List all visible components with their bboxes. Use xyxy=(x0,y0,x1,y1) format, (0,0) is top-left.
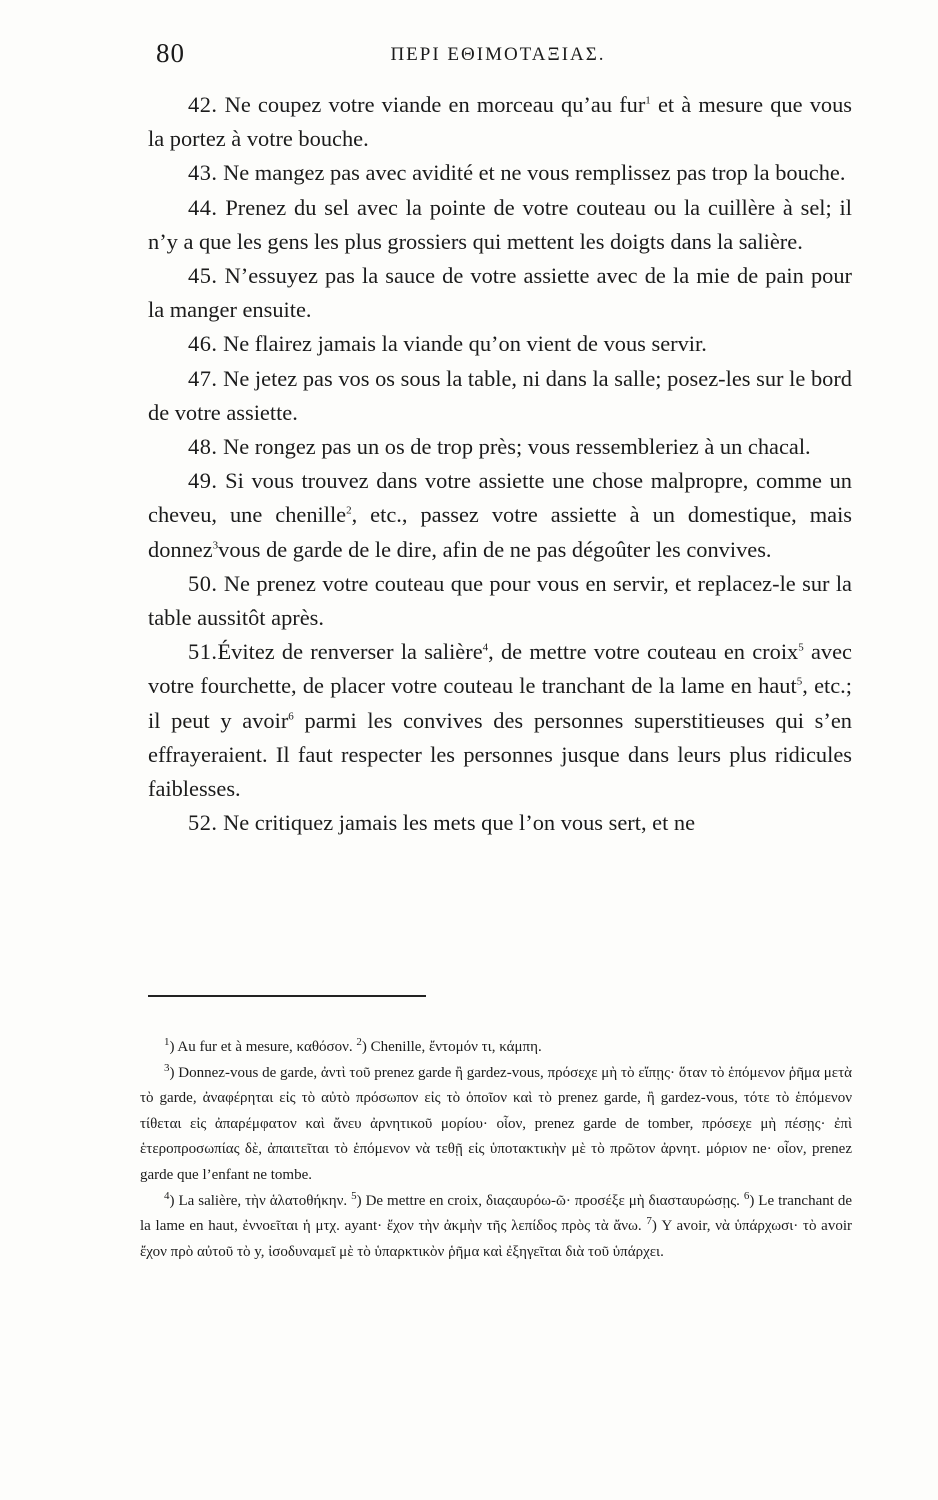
text-segment: Ne mangez pas avec avidité et ne vous remplissez pas trop la bouche. xyxy=(217,160,846,186)
footnote-marker: 2 xyxy=(356,1036,362,1048)
footnote-marker: 5 xyxy=(798,641,804,654)
text-segment: ) Chenille, ἔντομόν τι, κάμπη. xyxy=(361,1039,542,1055)
rule-number: 51. xyxy=(188,639,218,665)
rule-number: 43. xyxy=(188,160,218,186)
rule-item xyxy=(148,464,852,567)
footnote-marker: 1 xyxy=(164,1036,170,1048)
text-segment: Prenez du sel avec la pointe de votre couteau ou la cuillère à sel; il n’y a que les gens les plus grossiers qui mettent les doigts dans la salière. xyxy=(148,194,852,254)
footnote-marker: 2 xyxy=(346,504,352,517)
footnote-marker: 5 xyxy=(351,1189,357,1202)
rule-item xyxy=(148,327,852,361)
rule-item xyxy=(148,259,852,327)
footnote xyxy=(140,1035,852,1061)
rule-number: 45. xyxy=(188,263,218,289)
rule-number: 49. xyxy=(188,468,218,494)
footnote xyxy=(140,1061,852,1189)
rule-number: 42. xyxy=(188,92,218,117)
rule-number: 47. xyxy=(188,365,218,391)
footnote-marker: 5 xyxy=(796,675,803,688)
text-segment: ) Y avoir, νὰ ὑπάρχωσι· τὸ avoir ἔχον πρὸ αὐτοῦ τὸ y, ἰσοδυναμεῖ μὲ τὸ ὑπαρκτικὸν ῥῆμα καὶ ἐξηγεῖται διὰ τοῦ ὑπάρχει. xyxy=(140,1218,852,1260)
page-header xyxy=(148,38,848,78)
text-segment: vous de garde de le dire, afin de ne pas dégoûter les convives. xyxy=(218,536,772,562)
text-segment: , de mettre votre couteau en croix xyxy=(488,639,799,665)
text-segment: Ne flairez jamais la viande qu’on vient de vous servir. xyxy=(217,331,707,357)
text-segment: Ne prenez votre couteau que pour vous en servir, et replacez-le sur la table aussitôt après. xyxy=(148,570,852,631)
text-segment: Ne rongez pas un os de trop près; vous ressembleriez à un chacal. xyxy=(217,434,811,460)
rule-item xyxy=(148,156,852,190)
text-segment: ) De mettre en croix, διαςαυρόω-ῶ· προσέξε μὴ διασταυρώσῃς. xyxy=(356,1192,744,1209)
rule-number: 52. xyxy=(188,810,218,836)
text-segment: Ne critiquez jamais les mets que l’on vous sert, et ne xyxy=(217,810,696,836)
footnote-marker: 4 xyxy=(164,1189,170,1202)
footnote-marker: 6 xyxy=(288,710,294,723)
text-segment: avec votre fourchette, de placer votre couteau le tranchant de la lame en haut xyxy=(148,639,852,699)
rule-item xyxy=(148,430,852,464)
text-segment: N’essuyez pas la sauce de votre assiette avec de la mie de pain pour la manger ensuite. xyxy=(148,263,852,323)
main-text xyxy=(148,88,852,840)
footnotes xyxy=(140,1035,852,1265)
text-segment: , etc., passez votre assiette à un domestique, mais donnez xyxy=(148,502,852,562)
footnote-marker: 6 xyxy=(743,1189,750,1202)
footnote-marker: 1 xyxy=(645,94,651,107)
rule-number: 50. xyxy=(188,570,218,596)
text-segment: Ne jetez pas vos os sous la table, ni dans la salle; posez-les sur le bord de votre assiette. xyxy=(148,365,852,425)
text-segment: ) Au fur et à mesure, καθόσον. xyxy=(169,1039,357,1055)
text-segment: ) Donnez-vous de garde, ἀντὶ τοῦ prenez garde ἢ gardez-vous, πρόσεχε μὴ τὸ εἴπῃς· ὅταν τὸ ἑπόμενον ῥῆμα μετὰ τὸ garde, ἀναφέρηται εἰς τὸ αὐτὸ πρόσωπον εἰς τὸ ὁποῖον καὶ τὸ prenez garde, ἢ gardez-vous, τότε τὸ ἑπόμενον τίθεται εἰς ἀπαρέμφατον καὶ ἄνευ ἀρνητικοῦ μορίου· οἷον, prenez garde de tomber, πρόσεχε μὴ πέσῃς· ἐπὶ ἑτεροπροσωπίας δὲ, ἀπαιτεῖται τὸ ἑπόμενον νὰ τεθῇ εἰς ὑποτακτικὴν μὲ τὸ πρῶτον ἀρνητ. μόριον ne· οἷον, prenez garde que l’enfant ne tombe. xyxy=(140,1064,852,1183)
rule-number: 44. xyxy=(188,194,218,220)
text-segment: et à mesure que vous la portez à votre bouche. xyxy=(148,92,852,152)
rule-item xyxy=(148,88,852,156)
rule-item xyxy=(148,567,852,635)
footnote xyxy=(140,1189,852,1266)
footnote-rule xyxy=(148,995,426,997)
footnote-marker: 7 xyxy=(646,1215,652,1228)
text-segment: , etc.; il peut y avoir xyxy=(148,673,852,733)
text-segment: ) Le tranchant de la lame en haut, ἐννοεῖται ἡ μτχ. ayant· ἔχον τὴν ἀκμὴν τῆς λεπίδος πρὸς τὰ ἄνω. xyxy=(140,1192,853,1235)
text-segment: Évitez de renverser la salière xyxy=(217,639,483,665)
footnote-marker: 3 xyxy=(164,1061,170,1074)
rule-number: 48. xyxy=(188,434,218,460)
rule-number: 46. xyxy=(188,331,218,357)
text-segment: Ne coupez votre viande en morceau qu’au fur xyxy=(217,92,646,117)
text-segment: parmi les convives des personnes superstitieuses qui s’en effrayeraient. Il faut respecter les personnes jusque dans leurs plus ridicules faiblesses. xyxy=(148,707,852,802)
running-title: ΠΕΡΙ ΕΘΙΜΟΤΑΞΙΑΣ. xyxy=(390,44,606,65)
text-segment: Si vous trouvez dans votre assiette une chose malpropre, comme un cheveu, une chenille xyxy=(148,468,852,528)
footnote-marker: 3 xyxy=(212,539,219,552)
text-segment: ) La salière, τὴν ἁλατοθήκην. xyxy=(169,1192,352,1209)
rule-item xyxy=(148,191,852,259)
page-number: 80 xyxy=(156,38,185,68)
footnote-marker: 4 xyxy=(482,641,489,654)
rule-item xyxy=(148,362,852,430)
rule-item xyxy=(148,635,852,806)
rule-item xyxy=(148,806,852,840)
